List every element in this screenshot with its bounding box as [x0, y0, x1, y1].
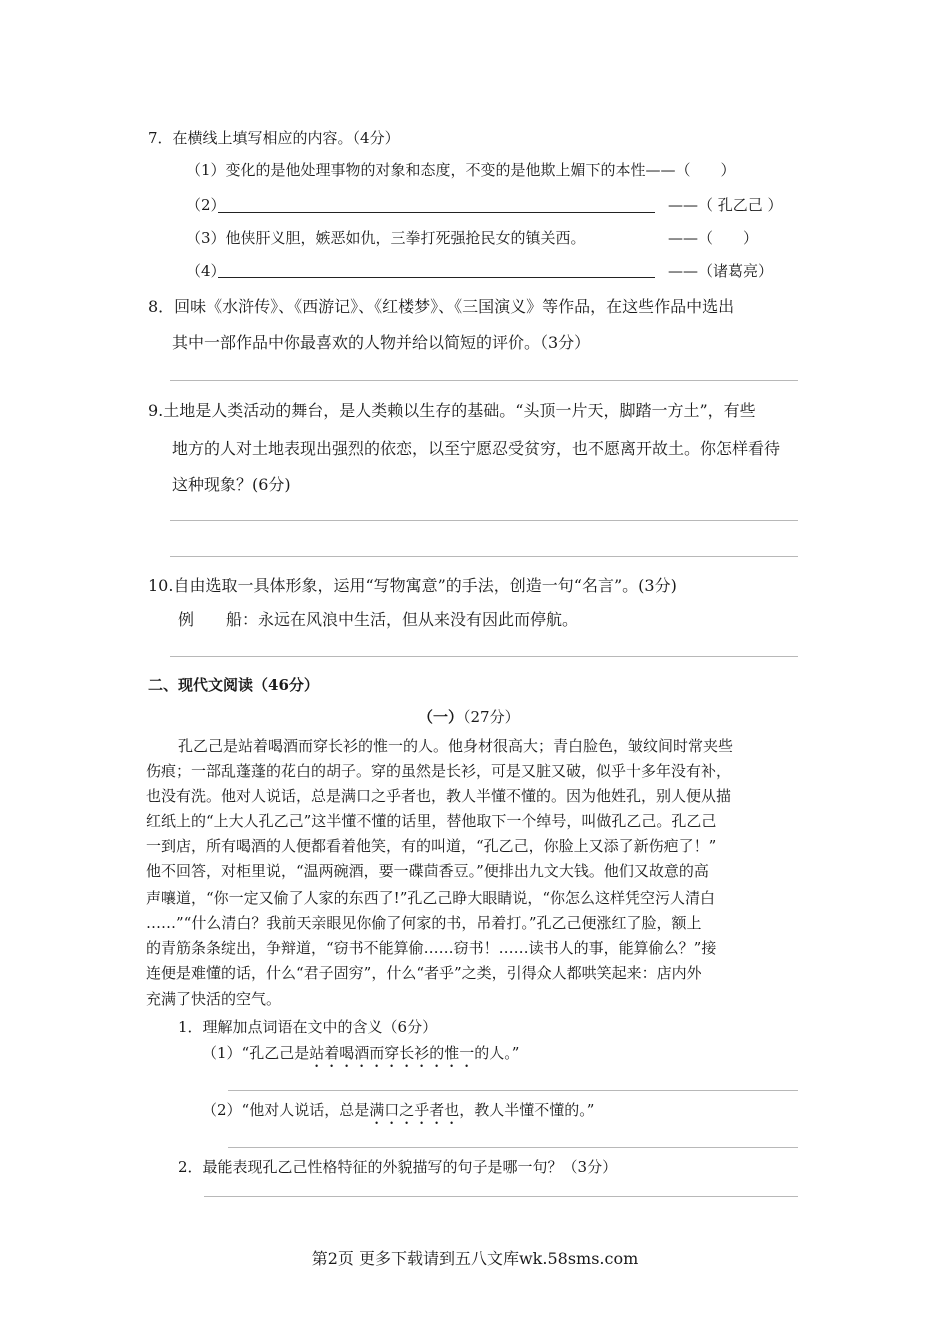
answer-line-9-2[interactable]: [170, 556, 798, 557]
sub-question-1-item-2: [202, 1099, 594, 1128]
question-7-item-3: （3）他侠肝义胆，嫉恶如仇，三拳打死强抢民女的镇关西。: [186, 229, 586, 247]
question-9-line-2: 地方的人对土地表现出强烈的依恋，以至宁愿忍受贫穷，也不愿离开故土。你怎样看待: [172, 439, 781, 458]
question-8-line-2: 其中一部作品中你最喜欢的人物并给以简短的评价。（3分）: [172, 333, 591, 352]
item-1-emphasis: 站着喝酒而穿长衫的惟一: [309, 1044, 475, 1062]
question-7-item-2-prefix: （2）: [186, 196, 226, 214]
answer-line-10[interactable]: [170, 656, 798, 657]
passage-line: ……”“什么清白？我前天亲眼见你偷了何家的书，吊着打。”孔乙己便涨红了脸，额上: [146, 914, 702, 932]
section-2-title: 二、现代文阅读（46分）: [148, 676, 319, 694]
passage-line: 连便是难懂的话，什么“君子固穷”，什么“者乎”之类，引得众人都哄笑起来：店内外: [146, 964, 702, 982]
question-7-item-3-suffix: ——（ ）: [668, 229, 759, 247]
passage-line: 也没有洗。他对人说话，总是满口之乎者也，教人半懂不懂的。因为他姓孔，别人便从描: [146, 787, 732, 805]
question-9-line-3: 这种现象？(6分): [172, 475, 291, 494]
answer-line-7-2[interactable]: [218, 212, 655, 213]
passage-line: 他不回答，对柜里说，“温两碗酒，要一碟茴香豆。”便排出九文大钱。他们又故意的高: [146, 862, 709, 880]
question-7-item-4-prefix: （4）: [186, 262, 226, 280]
item-1-post: 的人。”: [474, 1044, 520, 1062]
passage-line: 一到店，所有喝酒的人便都看着他笑，有的叫道，“孔乙己，你脸上又添了新伤疤了！”: [146, 837, 717, 855]
question-7-item-2-suffix: ——（ 孔乙己 ）: [668, 196, 783, 214]
answer-line-1-2[interactable]: [228, 1147, 798, 1148]
question-10-stem: 10.自由选取一具体形象，运用“写物寓意”的手法，创造一句“名言”。(3分): [148, 576, 677, 595]
answer-line-2[interactable]: [204, 1196, 798, 1197]
page-footer: 第2页 更多下载请到五八文库wk.58sms.com: [311, 1249, 639, 1268]
question-8-line-1: 8．回味《水浒传》、《西游记》、《红楼梦》、《三国演义》等作品，在这些作品中选出: [148, 297, 735, 316]
answer-line-1-1[interactable]: [228, 1090, 798, 1091]
question-7-item-4-suffix: ——（诸葛亮）: [668, 262, 774, 280]
part-1-title: （一）: [418, 708, 464, 726]
passage-line: 孔乙己是站着喝酒而穿长衫的惟一的人。他身材很高大；青白脸色，皱纹间时常夹些: [178, 737, 734, 755]
part-1-score: （27分）: [463, 708, 520, 726]
example-text: 永远在风浪中生活，但从来没有因此而停航。: [258, 610, 579, 629]
sub-question-1-item-1: [202, 1042, 519, 1071]
sub-question-1-stem: 1．理解加点词语在文中的含义（6分）: [178, 1018, 438, 1036]
item-2-post: ，教人半懂不懂的。”: [459, 1101, 595, 1119]
item-1-pre: （1）“孔乙己是: [202, 1044, 310, 1062]
part-1-heading: [418, 706, 520, 727]
item-2-pre: （2）“他对人说话，总是: [202, 1101, 370, 1119]
question-10-example: [178, 607, 578, 630]
answer-line-9-1[interactable]: [170, 520, 798, 521]
passage-line: 充满了快活的空气。: [146, 990, 282, 1008]
passage-line: 伤痕；一部乱蓬蓬的花白的胡子。穿的虽然是长衫，可是又脏又破，似乎十多年没有补，: [146, 762, 732, 780]
passage-line: 的青筋条条绽出，争辩道，“窃书不能算偷……窃书！……读书人的事，能算偷么？”接: [146, 939, 717, 957]
question-9-line-1: 9.土地是人类活动的舞台，是人类赖以生存的基础。“头顶一片天，脚踏一方土”，有些: [148, 401, 756, 420]
answer-line-7-4[interactable]: [218, 277, 655, 278]
answer-line-8[interactable]: [170, 380, 798, 381]
item-2-emphasis: 满口之乎者也: [369, 1101, 460, 1119]
passage-line: 红纸上的“上大人孔乙己”这半懂不懂的话里，替他取下一个绰号，叫做孔乙己。孔乙己: [146, 812, 717, 830]
passage-line: 声嚷道，“你一定又偷了人家的东西了!”孔乙己睁大眼睛说，“你怎么这样凭空污人清白: [146, 889, 716, 907]
example-label: 例 船：: [178, 610, 259, 629]
question-7-stem: 7．在横线上填写相应的内容。（4分）: [148, 129, 400, 147]
question-7-item-1: （1）变化的是他处理事物的对象和态度，不变的是他欺上媚下的本性——（ ）: [186, 161, 736, 179]
sub-question-2-stem: 2．最能表现孔乙己性格特征的外貌描写的句子是哪一句？（3分）: [178, 1158, 618, 1176]
